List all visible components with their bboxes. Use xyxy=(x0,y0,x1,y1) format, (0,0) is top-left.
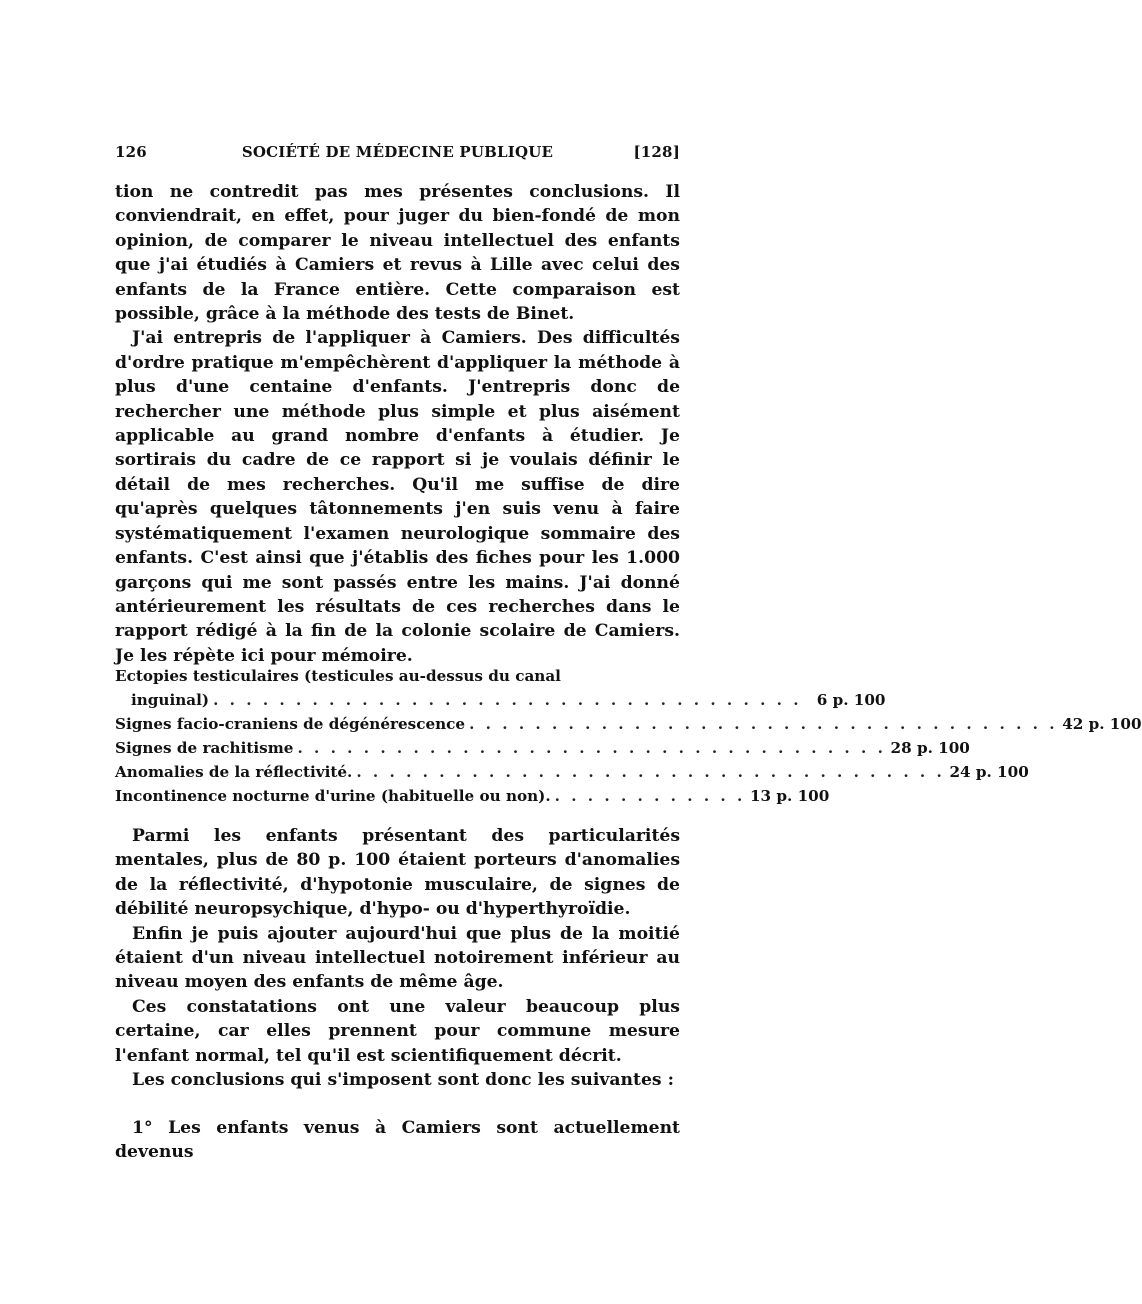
paragraph: Les conclusions qui s'imposent sont donc les suivantes : xyxy=(132,1070,674,1091)
table-row xyxy=(115,784,830,808)
conclusion-item: 1° Les enfants venus à Camiers sont actuellement devenus xyxy=(115,1118,680,1163)
table-row xyxy=(115,760,1029,784)
table-row xyxy=(115,712,1142,736)
table-row-label: inguinal) xyxy=(131,691,210,709)
table-row-label: Incontinence nocturne d'urine (habituelle ou non). xyxy=(115,787,551,805)
leader-dots: . . . . . . . . . . . . . . . . . . . . . . . . . . . . . . . . . . . . xyxy=(356,763,945,781)
leader-dots: . . . . . . . . . . . . . . . . . . . . . . . . . . . . . . . . . . . . xyxy=(469,715,1058,733)
leader-dots: . . . . . . . . . . . . xyxy=(554,787,746,805)
paragraph: Parmi les enfants présentant des particularités mentales, plus de 80 p. 100 étaient porteurs d'anomalies de la réflectivité, d'hypotonie musculaire, de signes de débilité neuropsychique, d'hypo- ou d'hyperthyroïdie. xyxy=(115,826,680,920)
leader-dots: . . . . . . . . . . . . . . . . . . . . . . . . . . . . . . . . . . . . xyxy=(297,739,886,757)
table-row-value: 28 p. 100 xyxy=(890,739,970,757)
main-text xyxy=(115,180,680,668)
paragraph: Ces constatations ont une valeur beaucoup plus certaine, car elles prennent pour commune mesure l'enfant normal, tel qu'il est scientifiquement décrit. xyxy=(115,996,680,1066)
paragraph: Enfin je puis ajouter aujourd'hui que plus de la moitié étaient d'un niveau intellectuel notoirement inférieur au niveau moyen des enfants de même âge. xyxy=(115,923,680,993)
table-row xyxy=(115,688,886,712)
main-text-continued xyxy=(115,824,680,1092)
bracket-page-number: [128] xyxy=(633,143,680,161)
statistics-table xyxy=(115,664,1142,808)
table-row-value: 6 p. 100 xyxy=(816,691,886,709)
table-row-value: 24 p. 100 xyxy=(949,763,1029,781)
table-row-label: Ectopies testiculaires (testicules au-dessus du canal xyxy=(115,667,561,685)
paragraph: J'ai entrepris de l'appliquer à Camiers. Des difficultés d'ordre pratique m'empêchèrent d'appliquer la méthode à plus d'une centaine d'enfants. J'entrepris donc de rechercher une méthode plus simple et plus aisément applicable au grand nombre d'enfants à étudier. Je sortirais du cadre de ce rapport si je voulais définir le détail de mes recherches. Qu'il me suffise de dire qu'après quelques tâtonnements j'en suis venu à faire systématiquement l'examen neurologique sommaire des enfants. C'est ainsi que j'établis des fiches pour les 1.000 garçons qui me sont passés entre les mains. J'ai donné antérieurement les résultats de ces recherches dans le rapport rédigé à la fin de la colonie scolaire de Camiers. Je les répète ici pour mémoire. xyxy=(115,328,680,666)
table-row-label: Anomalies de la réflectivité. xyxy=(115,763,353,781)
table-row xyxy=(115,664,680,688)
table-row-value: 13 p. 100 xyxy=(749,787,830,805)
running-header xyxy=(115,143,680,167)
running-title: SOCIÉTÉ DE MÉDECINE PUBLIQUE xyxy=(241,143,554,161)
table-row-label: Signes facio-craniens de dégénérescence xyxy=(115,715,466,733)
table-row-value: 42 p. 100 xyxy=(1062,715,1142,733)
paragraph-continuation: tion ne contredit pas mes présentes conclusions. Il conviendrait, en effet, pour juger du bien-fondé de mon opinion, de comparer le niveau intellectuel des enfants que j'ai étudiés à Camiers et revus à Lille avec celui des enfants de la France entière. Cette comparaison est possible, grâce à la méthode des tests de Binet. xyxy=(115,182,680,325)
table-row-label: Signes de rachitisme xyxy=(115,739,294,757)
page-number: 126 xyxy=(115,143,147,161)
table-row xyxy=(115,736,970,760)
leader-dots: . . . . . . . . . . . . . . . . . . . . . . . . . . . . . . . . . . . . xyxy=(213,691,802,709)
